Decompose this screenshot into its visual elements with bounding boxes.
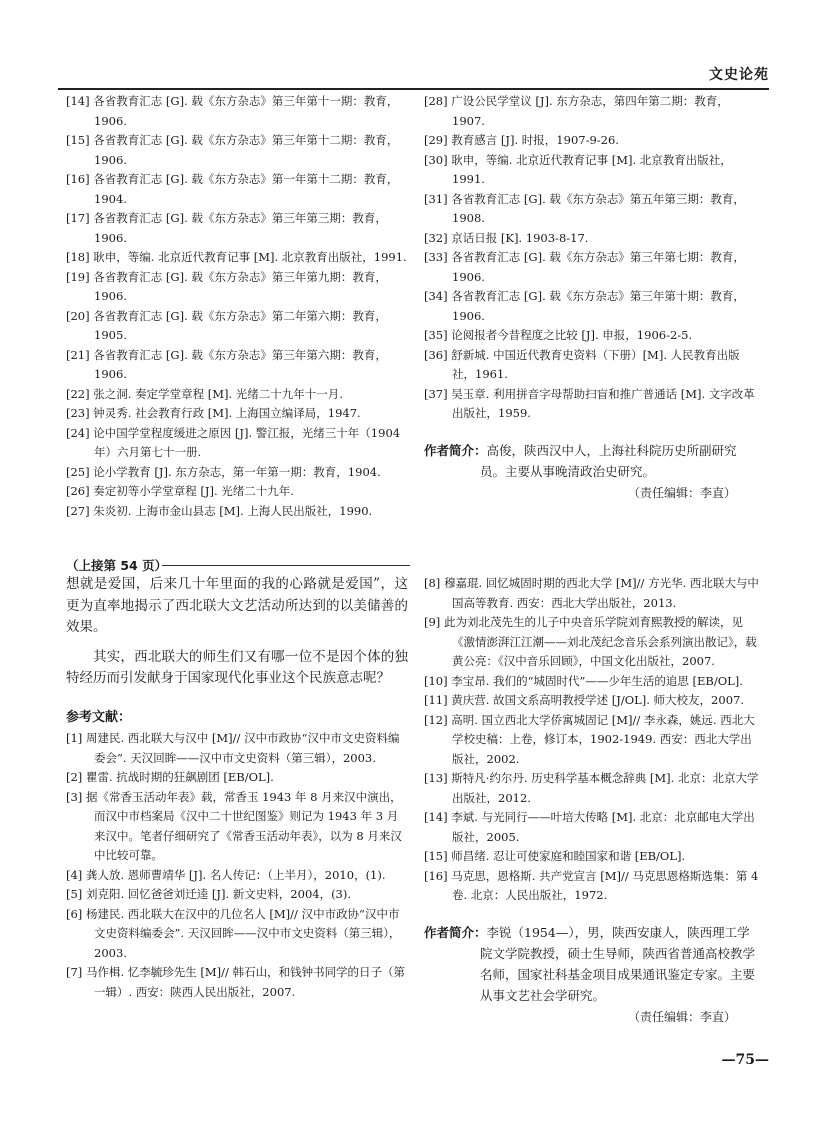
reference-item: [5] 刘克阳. 回忆爸爸刘迁逵 [J]. 新文史料，2004，(3).: [66, 887, 352, 901]
reference-item: [13] 斯特凡·约尔丹. 历史科学基本概念辞典 [M]. 北京：北京大学出版社，2012.: [424, 771, 759, 805]
reference-item: [31] 各省教育汇志 [G]. 载《东方杂志》第五年第三期：教育，1908.: [424, 191, 745, 225]
reference-item: [37] 吴玉章. 利用拼音字母帮助扫盲和推广普通话 [M]. 文字改革出版社，1959.: [424, 386, 755, 420]
reference-item: [15] 师昌绪. 忍让可使家庭和睦国家和谐 [EB/OL].: [424, 849, 686, 863]
reference-item: [8] 穆嘉琨. 回忆城固时期的西北大学 [M]// 方光华. 西北联大与中国高等教育. 西安：西北大学出版社，2013.: [424, 576, 759, 610]
reference-item: [15] 各省教育汇志 [G]. 载《东方杂志》第三年第十二期：教育，1906.: [66, 133, 399, 167]
bottom-left-column: [66, 574, 408, 1002]
reference-item: [7] 马作楫. 忆李毓珍先生 [M]// 韩石山，和钱钟书同学的日子（第一辑）. 西安：陕西人民出版社，2007.: [66, 965, 406, 999]
editor-credit: （责任编辑：李直）: [627, 485, 736, 500]
reference-item: [17] 各省教育汇志 [G]. 载《东方杂志》第三年第三期：教育，1906.: [66, 211, 387, 245]
continuation-rule: [162, 565, 410, 566]
reference-item: [32] 京话日报 [K]. 1903-8-17.: [424, 230, 589, 245]
reference-item: [29] 教育感言 [J]. 时报，1907-9-26.: [424, 133, 619, 147]
bottom-right-column: [424, 574, 760, 1027]
reference-item: [23] 钟灵秀. 社会教育行政 [M]. 上海国立编译局，1947.: [66, 406, 361, 420]
reference-item: [28] 广设公民学堂议 [J]. 东方杂志，第四年第二期：教育，1907.: [424, 94, 729, 128]
reference-item: [1] 周建民. 西北联大与汉中 [M]// 汉中市政协“汉中市文史资料编委会”. 天汉回眸——汉中市文史资料（第三辑），2003.: [66, 731, 400, 765]
reference-item: [6] 杨建民. 西北联大在汉中的几位名人 [M]// 汉中市政协“汉中市文史资料编委会”. 天汉回眸——汉中市文史资料（第三辑），2003.: [66, 906, 401, 960]
continuation-label: （上接第 54 页）: [66, 558, 168, 573]
reference-item: [25] 论小学教育 [J]. 东方杂志，第一年第一期：教育，1904.: [66, 464, 381, 479]
reference-item: [2] 瞿雷. 抗战时期的狂飙剧团 [EB/OL].: [66, 770, 274, 784]
editor-credit: （责任编辑：李直）: [627, 1009, 736, 1024]
reference-item: [36] 舒新城. 中国近代教育史资料（下册）[M]. 人民教育出版社，1961.: [424, 347, 740, 381]
reference-item: [26] 奏定初等小学堂章程 [J]. 光绪二十九年.: [66, 484, 294, 498]
author-bio-label: 作者简介：: [424, 924, 487, 940]
header-rule: [58, 88, 769, 90]
author-bio-text: 李锐（1954—），男，陕西安康人，陕西理工学院文学院教授，硕士生导师，陕西省普通高校教学名师，国家社科基金项目成果通讯鉴定专家。主要从事文艺社会学研究。: [480, 924, 756, 1003]
reference-item: [4] 龚人放. 恩师曹靖华 [J]. 名人传记：（上半月），2010，(1).: [66, 867, 386, 882]
reference-item: [19] 各省教育汇志 [G]. 载《东方杂志》第三年第九期：教育，1906.: [66, 269, 387, 303]
reference-item: [9] 此为刘北茂先生的儿子中央音乐学院刘育熙教授的解读，见《激情澎湃江江潮——刘北茂纪念音乐会系列演出散记》，载黄公亮：《汉中音乐回顾》，中国文化出版社，2007.: [424, 615, 757, 668]
reference-item: [11] 黄庆营. 故国文系高明教授学述 [J/OL]. 师大校友，2007.: [424, 693, 744, 707]
reference-item: [21] 各省教育汇志 [G]. 载《东方杂志》第三年第六期：教育，1906.: [66, 347, 387, 381]
top-right-references: [424, 92, 760, 503]
author-bio: [424, 922, 760, 1006]
reference-item: [20] 各省教育汇志 [G]. 载《东方杂志》第二年第六期：教育，1905.: [66, 308, 387, 342]
reference-item: [27] 朱炎初. 上海市金山县志 [M]. 上海人民出版社，1990.: [66, 503, 373, 518]
body-paragraph: 想就是爱国，后来几十年里面的我的心路就是爱国”，这更为直率地揭示了西北联大文艺活动所达到的以美储善的效果。: [66, 576, 408, 635]
author-bio-text: 高俊，陕西汉中人，上海社科院历史所副研究员。主要从事晚清政治史研究。: [480, 442, 737, 479]
reference-item: [10] 李宝昂. 我们的“城固时代”——少年生活的追思 [EB/OL].: [424, 673, 743, 688]
reference-item: [14] 李斌. 与光同行——叶培大传略 [M]. 北京：北京邮电大学出版社，2005.: [424, 810, 755, 844]
reference-item: [12] 高明. 国立西北大学侨寓城固记 [M]// 李永森，姚远. 西北大学校史稿：上卷，修订本，1902-1949. 西安：西北大学出版社，2002.: [424, 712, 755, 766]
reference-item: [24] 论中国学堂程度缓进之原因 [J]. 警江报，光绪三十年（1904 年）六月第七十一册.: [66, 425, 401, 459]
reference-item: [18] 耿申，等编. 北京近代教育记事 [M]. 北京教育出版社，1991.: [66, 250, 407, 264]
reference-item: [16] 马克思，恩格斯. 共产党宣言 [M]// 马克思恩格斯选集：第 4 卷. 北京：人民出版社，1972.: [424, 868, 759, 902]
reference-item: [35] 论阅报者今昔程度之比较 [J]. 申报，1906-2-5.: [424, 328, 693, 342]
reference-item: [22] 张之洞. 奏定学堂章程 [M]. 光绪二十九年十一月.: [66, 386, 343, 401]
author-bio-label: 作者简介：: [424, 442, 487, 458]
body-paragraph: 其实，西北联大的师生们又有哪一位不是因个体的独特经历而引发献身于国家现代化事业这个民族意志呢？: [66, 648, 408, 686]
author-bio: [424, 440, 760, 482]
reference-item: [16] 各省教育汇志 [G]. 载《东方杂志》第一年第十二期：教育，1904.: [66, 172, 399, 206]
journal-section-title: 文史论苑: [709, 67, 769, 83]
reference-item: [30] 耿申，等编. 北京近代教育记事 [M]. 北京教育出版社，1991.: [424, 152, 732, 186]
reference-item: [14] 各省教育汇志 [G]. 载《东方杂志》第三年第十一期：教育，1906.: [66, 94, 399, 128]
top-left-references: [66, 92, 408, 521]
reference-item: [3] 据《常香玉活动年表》载，常香玉 1943 年 8 月来汉中演出，而汉中市档案局《汉中二十世纪图鉴》则记为 1943 年 3 月来汉中。笔者仔细研究了《常香玉活动年表》，以为 8 月来汉中比较可靠。: [66, 789, 402, 862]
references-heading: 参考文献：: [66, 709, 132, 725]
page-number: —75—: [721, 1052, 769, 1068]
reference-item: [33] 各省教育汇志 [G]. 载《东方杂志》第三年第七期：教育，1906.: [424, 250, 745, 284]
reference-item: [34] 各省教育汇志 [G]. 载《东方杂志》第三年第十期：教育，1906.: [424, 289, 745, 323]
